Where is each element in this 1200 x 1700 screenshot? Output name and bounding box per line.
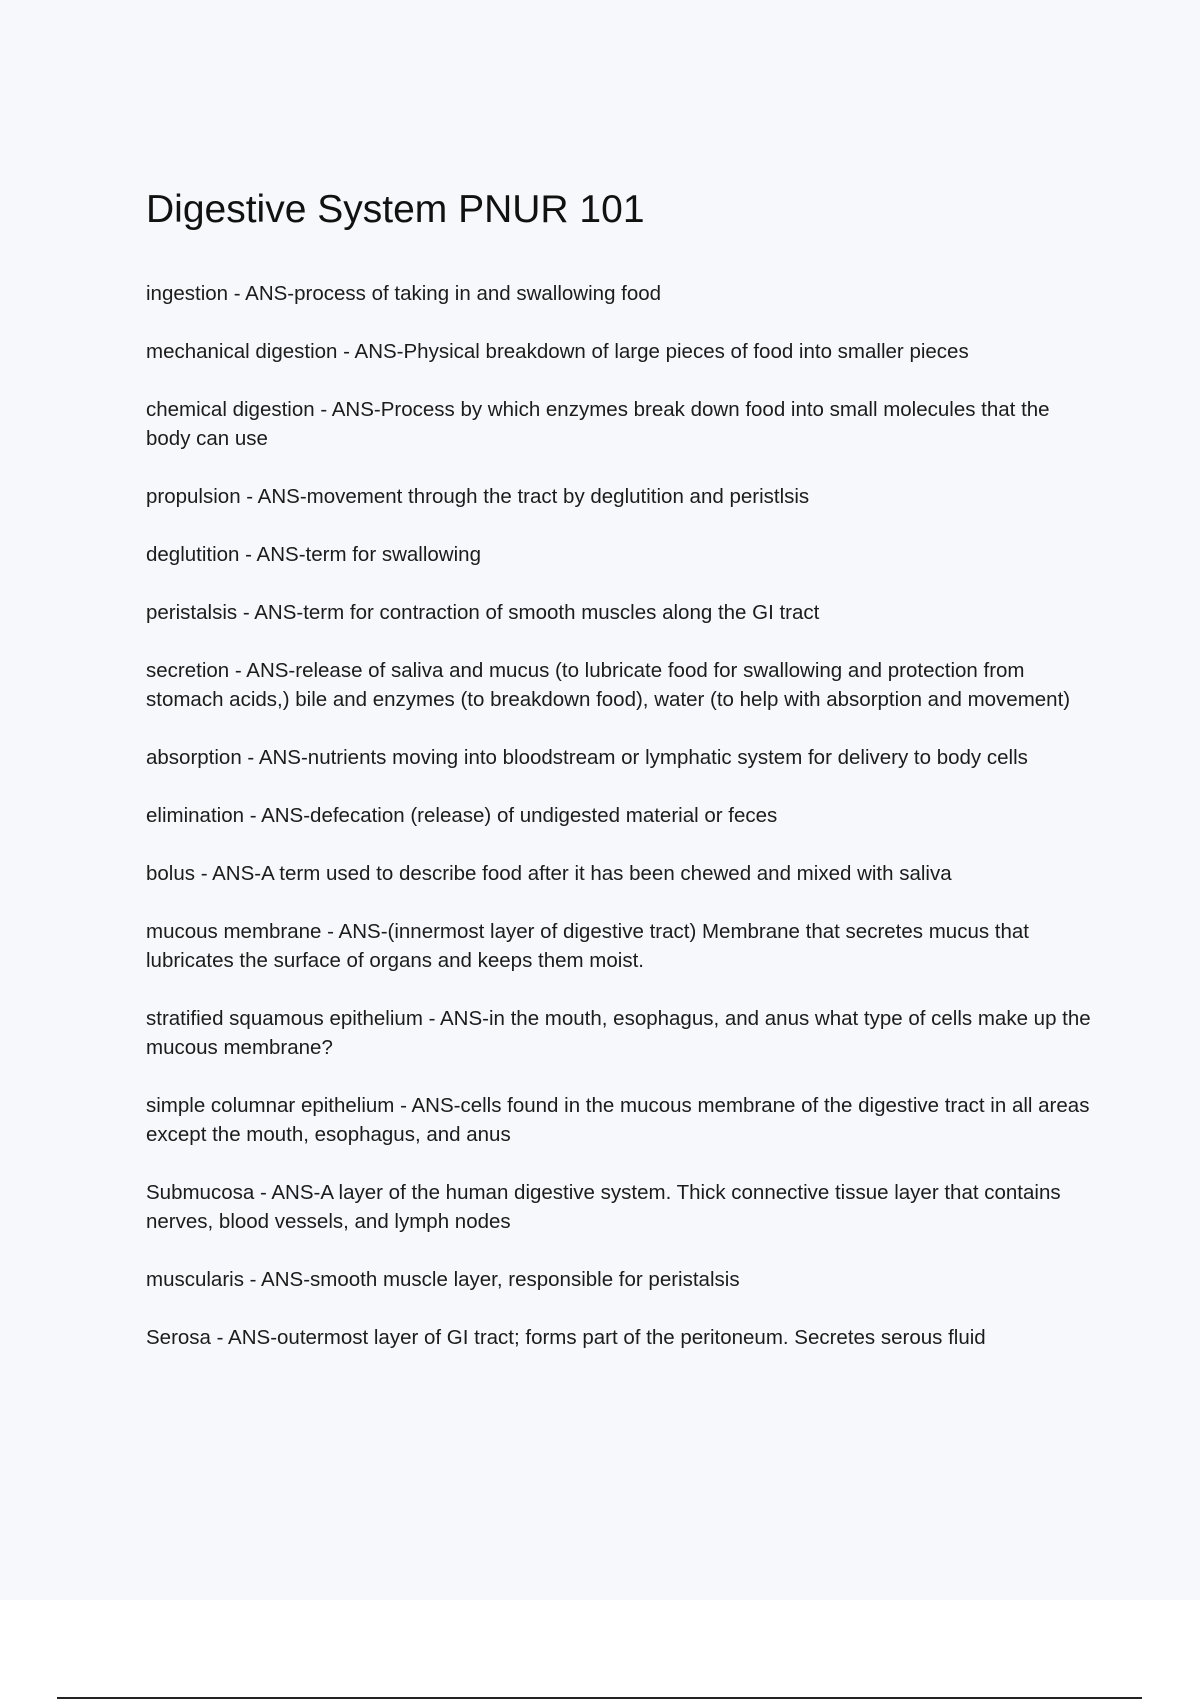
entry-mechanical-digestion: mechanical digestion - ANS-Physical breakdown of large pieces of food into smaller pieces: [146, 340, 969, 363]
entry-serosa: Serosa - ANS-outermost layer of GI tract; forms part of the peritoneum. Secretes serous fluid: [146, 1326, 986, 1349]
entry-deglutition: deglutition - ANS-term for swallowing: [146, 543, 481, 566]
entry-stratified-squamous-epithelium: stratified squamous epithelium - ANS-in the mouth, esophagus, and anus what type of cells make up the mucous membrane?: [146, 1007, 1091, 1059]
entry-chemical-digestion: chemical digestion - ANS-Process by which enzymes break down food into small molecules that the body can use: [146, 398, 1050, 450]
entry-peristalsis: peristalsis - ANS-term for contraction of smooth muscles along the GI tract: [146, 601, 820, 624]
entry-ingestion: ingestion - ANS-process of taking in and swallowing food: [146, 282, 662, 305]
entry-elimination: elimination - ANS-defecation (release) of undigested material or feces: [146, 804, 778, 827]
footer-divider: [57, 1697, 1142, 1699]
entry-mucous-membrane: mucous membrane - ANS-(innermost layer of digestive tract) Membrane that secretes mucus that lubricates the surface of organs and keeps them moist.: [146, 920, 1029, 972]
entry-submucosa: Submucosa - ANS-A layer of the human digestive system. Thick connective tissue layer that contains nerves, blood vessels, and lymph nodes: [146, 1181, 1061, 1233]
document-title: Digestive System PNUR 101: [146, 188, 645, 231]
entry-propulsion: propulsion - ANS-movement through the tract by deglutition and peristlsis: [146, 485, 810, 508]
entry-secretion: secretion - ANS-release of saliva and mucus (to lubricate food for swallowing and protection from stomach acids,) bile and enzymes (to breakdown food), water (to help with absorption and movement): [146, 659, 1071, 711]
entry-muscularis: muscularis - ANS-smooth muscle layer, responsible for peristalsis: [146, 1268, 740, 1291]
entry-bolus: bolus - ANS-A term used to describe food after it has been chewed and mixed with saliva: [146, 862, 952, 885]
entry-absorption: absorption - ANS-nutrients moving into bloodstream or lymphatic system for delivery to body cells: [146, 746, 1028, 769]
document-content: [146, 183, 1096, 1381]
entry-simple-columnar-epithelium: simple columnar epithelium - ANS-cells found in the mucous membrane of the digestive tract in all areas except the mouth, esophagus, and anus: [146, 1094, 1090, 1146]
